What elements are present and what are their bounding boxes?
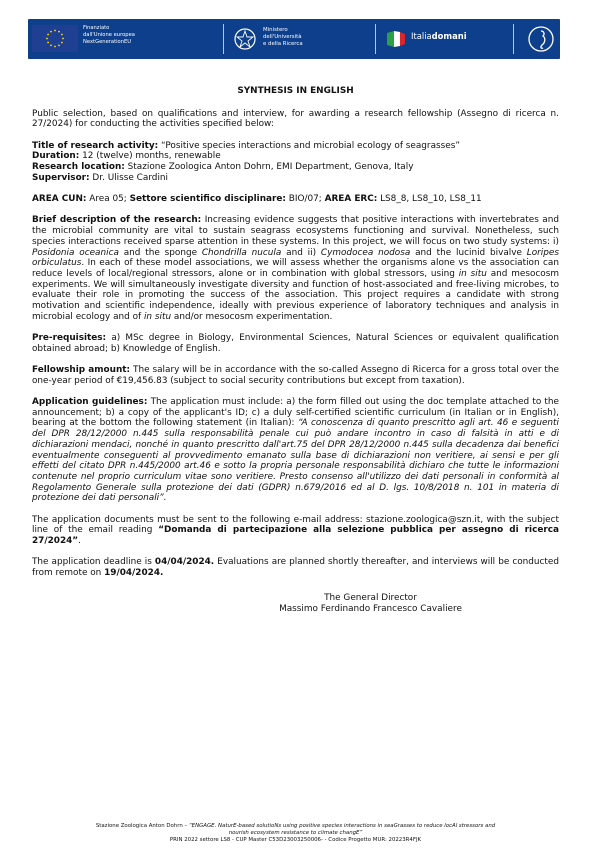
footer-project-codes: PRIN 2022 settore LS8 - CUP Master C53D23003250006- - Codice Progetto MUR: 20223R4FJK bbox=[169, 837, 422, 843]
activity-label: Title of research activity: bbox=[32, 140, 159, 151]
szn-seahorse-logo-icon bbox=[528, 24, 554, 54]
guidelines-label: Application guidelines: bbox=[32, 397, 148, 408]
email-subject: “Domanda di partecipazione alla selezione pubblica per assegno di ricerca 27/2024” bbox=[32, 525, 559, 547]
location-label: Research location: bbox=[32, 162, 125, 173]
ssd-label: Settore scientifico disciplinare: bbox=[129, 194, 286, 205]
guidelines-value: The application must include: a) the form filled out using the doc template attached to the announcement; b) a copy of the applicant's ID; c) a duly self-certified scientific curriculum (in Italian or in English), bearing at the bottom the following statement (in Italian): bbox=[32, 397, 559, 429]
supervisor-label: Supervisor: bbox=[32, 172, 90, 183]
species-name: Cymodocea nodosa bbox=[320, 247, 411, 258]
banner-divider bbox=[513, 24, 514, 54]
area-cun-label: AREA CUN: bbox=[32, 194, 87, 205]
italian-republic-emblem-icon bbox=[233, 27, 257, 51]
submission-instructions bbox=[32, 515, 559, 547]
submission-text: The application documents must be sent to the following e-mail address: stazione.zoologica@szn.it, with the subject line of the email reading bbox=[32, 514, 559, 536]
italia-domani-logo-icon bbox=[385, 30, 407, 48]
activity-value: “Positive species interactions and microbial ecology of seagrasses” bbox=[158, 140, 460, 151]
location-value: Stazione Zoologica Anton Dohrn, EMI Department, Genova, Italy bbox=[124, 162, 414, 173]
italian-statement: “A conoscenza di quanto prescritto agli art. 46 e seguenti del DPR 28/12/2000 n.445 sulla responsabilità penale cui può andare incontro in caso di falsità in atti e di dichiarazioni mendaci, nonché in quanto prescritto dall'art.75 del DPR 28/12/2000 n.445 sulla decadenza dai benefici eventualmente conseguenti al provvedimento emanato sulla base di dichiarazioni non veritiere, ai sensi e per gli effetti del citato DPR n.445/2000 art.46 e sotto la propria personale responsabilità dichiaro che tutte le informazioni contenute nel proprio curriculum vitae sono veritiere. Presto consenso all'utilizzo dei dati personali in conformità al Regolamento Generale sulla protezione dei dati (GDPR) n.679/2016 ed al D. lgs. 10/8/2018 n. 101 in materia di protezione dei dati personali”. bbox=[32, 418, 559, 504]
prereq-value: a) MSc degree in Biology, Environmental Sciences, Natural Sciences or equivalent qualification obtained abroad; b) Knowledge of English. bbox=[32, 333, 559, 354]
ministry-text: Ministero dell'Università e della Ricerca bbox=[263, 27, 303, 47]
interview-date: 19/04/2024. bbox=[104, 568, 164, 579]
intro-paragraph: Public selection, based on qualifications and interview, for awarding a research fellowship (Assegno di ricerca n. 27/2024) for conducting the activities specified below: bbox=[32, 108, 559, 130]
signatory-title: The General Director bbox=[324, 592, 417, 603]
page-footer bbox=[28, 823, 563, 844]
erc-label: AREA ERC: bbox=[324, 194, 378, 205]
application-guidelines bbox=[32, 397, 559, 504]
duration-label: Duration: bbox=[32, 151, 80, 162]
banner-divider bbox=[375, 24, 376, 54]
ssd-value: BIO/07; bbox=[285, 194, 325, 205]
activity-details bbox=[32, 141, 559, 184]
latin-term: in situ bbox=[458, 268, 487, 279]
brief-text: and/or mesocosm experimentation. bbox=[171, 311, 333, 322]
brief-text: and ii) bbox=[281, 247, 321, 258]
deadline-paragraph bbox=[32, 557, 559, 578]
research-description bbox=[32, 215, 559, 322]
brief-text: and the lucinid bivalve bbox=[410, 247, 527, 258]
amount-value: The salary will be in accordance with the so-called Assegno di Ricerca for a gross total over the one-year period of €19,456.83 (subject to social security contributions but except from taxation). bbox=[32, 365, 559, 386]
deadline-date: 04/04/2024. bbox=[154, 557, 215, 568]
brief-text: and the sponge bbox=[118, 247, 202, 258]
document-body bbox=[32, 80, 559, 615]
amount-label: Fellowship amount: bbox=[32, 365, 131, 376]
banner-divider bbox=[223, 24, 224, 54]
funding-banner bbox=[28, 19, 560, 59]
species-name: Loripes orbiculatus bbox=[32, 247, 559, 269]
duration-value: 12 (twelve) months, renewable bbox=[79, 151, 221, 162]
area-line bbox=[32, 194, 559, 205]
footer-project-title-cont: nourish ecosystem resistance to climate changE” bbox=[228, 830, 363, 836]
footer-project-title: “ENGAGE. NaturE-based solutioNs using positive species interactions in seaGrasses to reduce locAl stressors and bbox=[188, 823, 496, 829]
erc-value: LS8_8, LS8_10, LS8_11 bbox=[377, 194, 482, 205]
footer-institution: Stazione Zoologica Anton Dohrn – bbox=[95, 823, 189, 829]
prerequisites bbox=[32, 333, 559, 354]
species-name: Posidonia oceanica bbox=[32, 247, 119, 258]
eu-flag-icon bbox=[32, 25, 78, 52]
brief-text: . In each of these model associations, we will assess whether the organisms alone vs the association can reduce levels of local/regional stressors, alone or in combination with global stressors, using bbox=[32, 258, 559, 279]
italia-domani-text: Italiadomani bbox=[411, 31, 467, 41]
deadline-text: Evaluations are planned shortly thereafter, and interviews will be conducted from remote on bbox=[32, 557, 559, 579]
signature-block bbox=[32, 593, 559, 615]
fellowship-amount bbox=[32, 365, 559, 386]
signatory-name: Massimo Ferdinando Francesco Cavaliere bbox=[279, 603, 462, 614]
prereq-label: Pre-requisites: bbox=[32, 333, 107, 344]
deadline-text: The application deadline is bbox=[32, 557, 155, 568]
species-name: Chondrilla nucula bbox=[201, 247, 282, 258]
brief-text: and mesocosm experiments. We will simultaneously investigate diversity and function of host-associated and free-living microbes, to evaluate their role in promoting the success of the association. This project requires a candidate with strong motivation and scientific independence, ideally with previous experience of laboratory techniques and analysis in microbial ecology and of bbox=[32, 268, 560, 322]
brief-text: Increasing evidence suggests that positive interactions with invertebrates and the microbial community are vital to sustain seagrass ecosystems functioning and survival. Nonetheless, such species interactions received sparse attention in these systems. In this project, we will focus on two study systems: i) bbox=[32, 215, 559, 247]
brief-label: Brief description of the research: bbox=[32, 215, 202, 226]
page-title: SYNTHESIS IN ENGLISH bbox=[237, 86, 354, 96]
latin-term: in situ bbox=[143, 311, 172, 322]
eu-funding-text: Finanziato dall'Unione europea NextGenerationEU bbox=[83, 25, 135, 45]
supervisor-value: Dr. Ulisse Cardini bbox=[89, 172, 168, 183]
submission-text: . bbox=[78, 536, 81, 547]
area-cun-value: Area 05; bbox=[86, 194, 130, 205]
